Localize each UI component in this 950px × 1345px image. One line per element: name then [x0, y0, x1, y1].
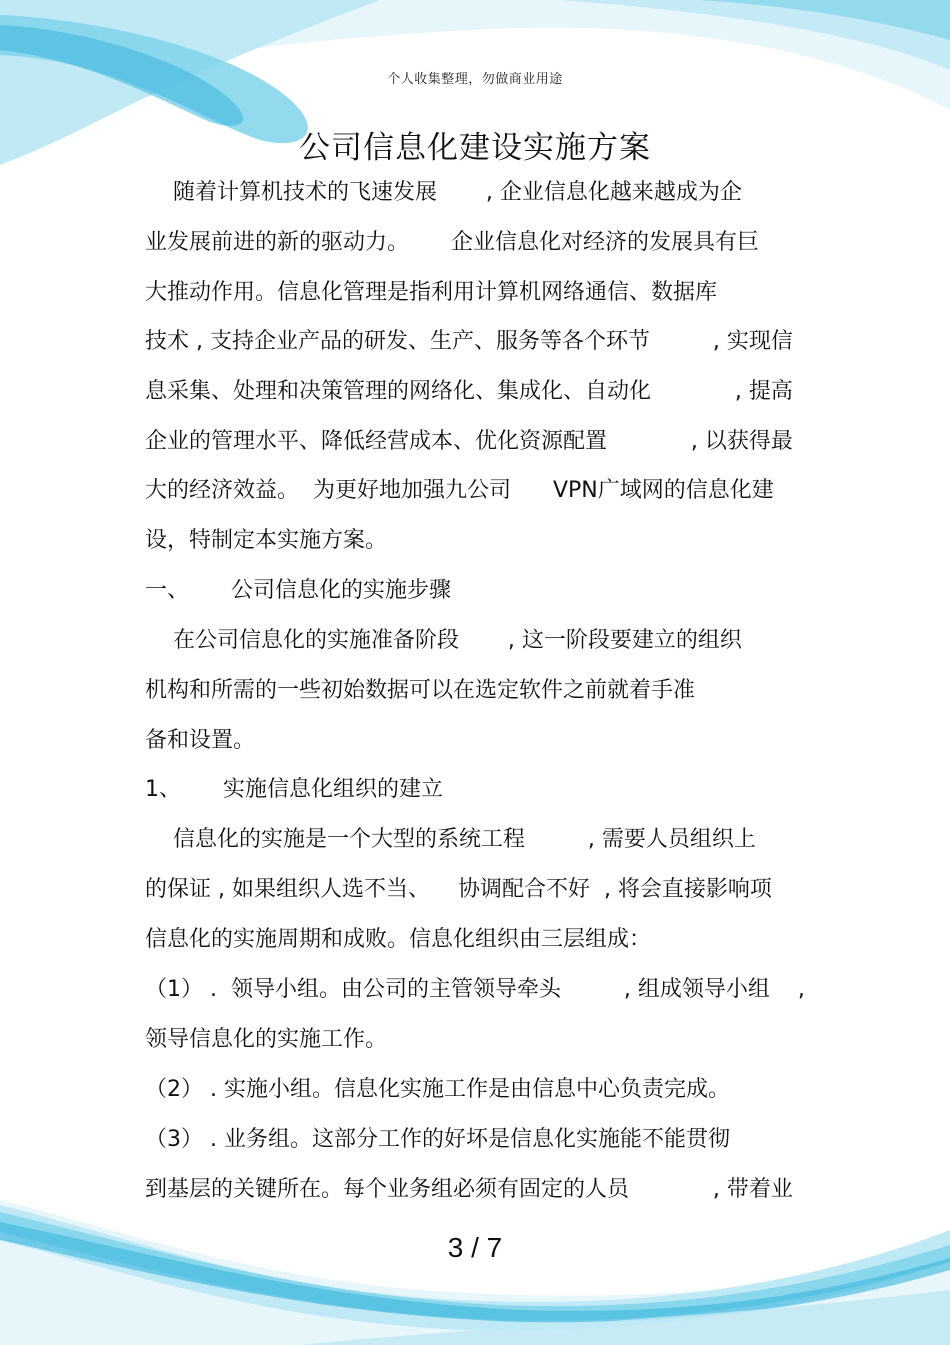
body-line: 机构和所需的一些初始数据可以在选定软件之前就着手准	[145, 678, 696, 703]
body-line: 企业的管理水平、降低经营成本、优化资源配置 , 以获得最	[145, 429, 793, 454]
document-title: 公司信息化建设实施方案	[299, 130, 651, 166]
body-line: 设，特制定本实施方案。	[145, 528, 388, 553]
body-line: 备和设置。	[145, 728, 256, 753]
body-line: 信息化的实施是一个大型的系统工程 , 需要人员组织上	[145, 827, 756, 852]
list-item: （2） . 实施小组。信息化实施工作是由信息中心负责完成。	[145, 1077, 730, 1102]
body-line: 业发展前进的新的驱动力。 企业信息化对经济的发展具有巨	[145, 230, 759, 255]
section-heading: 一、 公司信息化的实施步骤	[145, 578, 451, 603]
body-line: 息采集、处理和决策管理的网络化、集成化、自动化 , 提高	[145, 379, 793, 404]
body-line: 在公司信息化的实施准备阶段 , 这一阶段要建立的组织	[145, 628, 742, 653]
body-line: 领导信息化的实施工作。	[145, 1027, 388, 1052]
body-line: 到基层的关键所在。每个业务组必须有固定的人员 , 带着业	[145, 1177, 793, 1202]
list-item: （1） . 领导小组。由公司的主管领导牵头 , 组成领导小组 ,	[145, 977, 805, 1002]
body-line: 的保证 , 如果组织人选不当、 协调配合不好 , 将会直接影响项	[145, 877, 772, 902]
body-line: 随着计算机技术的飞速发展 , 企业信息化越来越成为企	[145, 180, 742, 205]
body-line: 信息化的实施周期和成败。信息化组织由三层组成：	[145, 927, 652, 952]
body-line: 大推动作用。信息化管理是指利用计算机网络通信、数据库	[145, 280, 718, 305]
list-item: （3） . 业务组。这部分工作的好坏是信息化实施能不能贯彻	[145, 1127, 730, 1152]
body-line: 技术 , 支持企业产品的研发、生产、服务等各个环节 , 实现信	[145, 329, 793, 354]
page-number: 3 / 7	[447, 1232, 503, 1263]
header-note: 个人收集整理，勿做商业用途	[387, 72, 563, 87]
body-line: 大的经济效益。 为更好地加强九公司 VPN广域网的信息化建	[145, 478, 774, 503]
subsection-heading: 1、 实施信息化组织的建立	[145, 777, 443, 802]
